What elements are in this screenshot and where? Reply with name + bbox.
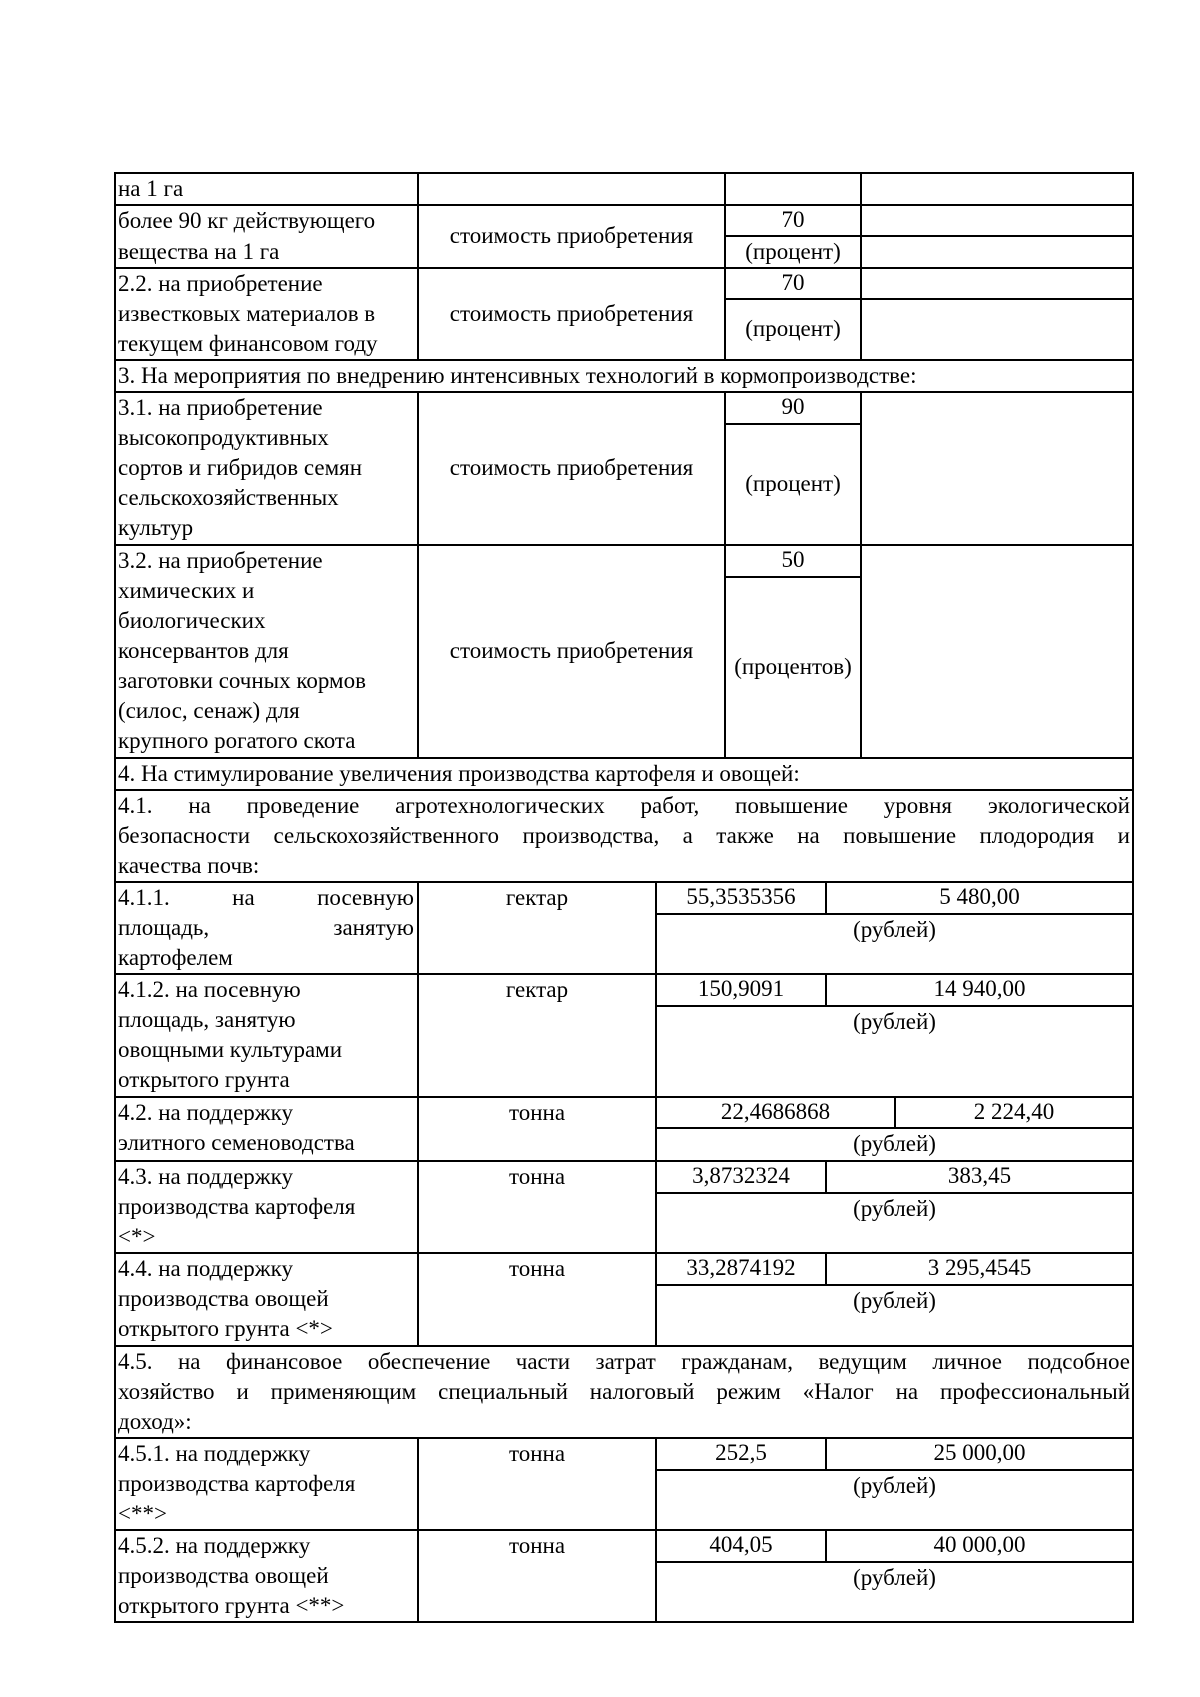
row-4-1-2-text-line: открытого грунта <box>118 1067 290 1092</box>
row-3-1-text-line: высокопродуктивных <box>118 425 329 450</box>
row-3-1-basis: стоимость приобретения <box>449 455 694 480</box>
row-4-2-text-line: 4.2. на поддержку <box>118 1100 294 1125</box>
row-4-1-1-unit: гектар <box>505 885 569 910</box>
row-4-5-2-rate: 40 000,00 <box>933 1532 1026 1557</box>
row-3-1-text-line: сортов и гибридов семян <box>118 455 363 480</box>
row-4-1-1-coef: 55,3535356 <box>686 884 796 909</box>
row-4-5-1-text-line: производства картофеля <box>118 1471 356 1496</box>
row-4-3-text-line: <*> <box>118 1224 156 1249</box>
row-4-1-2-coef: 150,9091 <box>697 976 785 1001</box>
row-4-5-2-unit: тонна <box>508 1533 566 1558</box>
row-3-2-text-line: 3.2. на приобретение <box>118 548 323 573</box>
row-3-2-text-line: химических и <box>118 578 255 603</box>
row-4-3-rate: 383,45 <box>947 1163 1012 1188</box>
table-rule <box>860 172 862 360</box>
row-2-2-unit: (процент) <box>745 316 841 341</box>
row-3-2-text-line: (силос, сенаж) для <box>118 698 300 723</box>
row-4-4-coef: 33,2874192 <box>686 1255 796 1280</box>
row-3-1-text-line: сельскохозяйственных <box>118 485 339 510</box>
table-rule <box>114 172 116 1623</box>
row-3-2-text-line: биологических <box>118 608 266 633</box>
row-a-text: на 1 га <box>118 176 184 201</box>
row-4-1-2-text-line: площадь, занятую <box>118 1007 296 1032</box>
row-b-text-line: вещества на 1 га <box>118 239 280 264</box>
row-4-4-unit: тонна <box>508 1256 566 1281</box>
table-rule <box>114 172 1134 174</box>
row-3-2-text-line: крупного рогатого скота <box>118 728 356 753</box>
row-4-1-2-unit: гектар <box>505 977 569 1002</box>
table-rule <box>724 423 860 425</box>
row-4-5-1-unit: тонна <box>508 1441 566 1466</box>
row-4-3-text-line: 4.3. на поддержку <box>118 1164 294 1189</box>
row-4-5-2-text-line: 4.5.2. на поддержку <box>118 1533 311 1558</box>
row-3-2-unit: (процентов) <box>734 654 852 679</box>
row-4-1-2-rate: 14 940,00 <box>933 976 1026 1001</box>
row-3-2-rate: 50 <box>781 547 805 572</box>
section-3-title: 3. На мероприятия по внедрению интенсивных технологий в кормопроизводстве: <box>118 363 917 388</box>
table-rule <box>417 391 419 758</box>
subsidy-rates-table <box>114 172 1134 1623</box>
table-rule <box>417 172 419 360</box>
row-4-5-2-text-line: производства овощей <box>118 1563 329 1588</box>
row-b-text-line: более 90 кг действующего <box>118 208 376 233</box>
row-4-5-2-currency: (рублей) <box>853 1565 936 1590</box>
row-4-2-unit: тонна <box>508 1100 566 1125</box>
table-rule <box>724 576 860 578</box>
row-4-5-1-rate: 25 000,00 <box>933 1440 1026 1465</box>
row-4-1-1-currency: (рублей) <box>853 917 936 942</box>
row-b-basis: стоимость приобретения <box>449 223 694 248</box>
row-4-5-1-text-line: <**> <box>118 1501 167 1526</box>
row-3-2-text-line: консервантов для <box>118 638 289 663</box>
row-3-2-text-line: заготовки сочных кормов <box>118 668 366 693</box>
row-4-2-text-line: элитного семеноводства <box>118 1130 355 1155</box>
row-3-2-basis: стоимость приобретения <box>449 638 694 663</box>
table-rule <box>724 298 1134 300</box>
row-4-4-text-line: производства овощей <box>118 1286 329 1311</box>
row-4-1-1-text-line: картофелем <box>118 945 233 970</box>
row-4-5-2-coef: 404,05 <box>709 1532 773 1557</box>
row-4-5-text-line: доход»: <box>118 1409 192 1434</box>
row-4-2-rate: 2 224,40 <box>973 1099 1055 1124</box>
row-b-rate: 70 <box>781 207 805 232</box>
row-4-1-text-line: 4.1. на проведение агротехнологических работ, повышение уровня экологической <box>118 793 1130 818</box>
row-4-1-1-text-line: площадь, занятую <box>118 915 414 940</box>
row-4-1-1-rate: 5 480,00 <box>939 884 1020 909</box>
row-4-5-text-line: 4.5. на финансовое обеспечение части затрат гражданам, ведущим личное подсобное <box>118 1349 1130 1374</box>
row-4-5-1-coef: 252,5 <box>715 1440 767 1465</box>
row-2-2-rate: 70 <box>781 270 805 295</box>
row-3-1-unit: (процент) <box>745 471 841 496</box>
row-4-3-unit: тонна <box>508 1164 566 1189</box>
table-rule <box>1132 172 1134 1623</box>
row-4-3-text-line: производства картофеля <box>118 1194 356 1219</box>
row-4-3-coef: 3,8732324 <box>692 1163 790 1188</box>
table-rule <box>114 1621 1134 1623</box>
row-4-4-text-line: 4.4. на поддержку <box>118 1256 294 1281</box>
row-4-2-currency: (рублей) <box>853 1131 936 1156</box>
row-4-1-1-text-line: 4.1.1. на посевную <box>118 885 414 910</box>
row-4-4-text-line: открытого грунта <*> <box>118 1316 333 1341</box>
row-4-5-1-text-line: 4.5.1. на поддержку <box>118 1441 311 1466</box>
row-3-1-rate: 90 <box>781 394 805 419</box>
table-rule <box>860 391 862 758</box>
row-4-4-rate: 3 295,4545 <box>927 1255 1032 1280</box>
row-2-2-text-line: 2.2. на приобретение <box>118 271 323 296</box>
row-4-5-1-currency: (рублей) <box>853 1473 936 1498</box>
row-4-5-text-line: хозяйство и применяющим специальный налоговый режим «Налог на профессиональный <box>118 1379 1130 1404</box>
row-2-2-basis: стоимость приобретения <box>449 301 694 326</box>
row-3-1-text-line: 3.1. на приобретение <box>118 395 323 420</box>
row-4-5-2-text-line: открытого грунта <**> <box>118 1593 345 1618</box>
row-4-2-coef: 22,4686868 <box>720 1099 831 1124</box>
row-4-1-2-text-line: овощными культурами <box>118 1037 343 1062</box>
row-2-2-text-line: текущем финансовом году <box>118 331 378 356</box>
row-b-unit: (процент) <box>745 239 841 264</box>
row-4-1-2-currency: (рублей) <box>853 1009 936 1034</box>
row-4-1-2-text-line: 4.1.2. на посевную <box>118 977 301 1002</box>
row-4-4-currency: (рублей) <box>853 1288 936 1313</box>
row-4-1-text-line: качества почв: <box>118 853 260 878</box>
section-4-title: 4. На стимулирование увеличения производства картофеля и овощей: <box>118 761 800 786</box>
row-4-3-currency: (рублей) <box>853 1196 936 1221</box>
row-2-2-text-line: известковых материалов в <box>118 301 376 326</box>
row-4-1-text-line: безопасности сельскохозяйственного производства, а также на повышение плодородия и <box>118 823 1130 848</box>
row-3-1-text-line: культур <box>118 515 194 540</box>
